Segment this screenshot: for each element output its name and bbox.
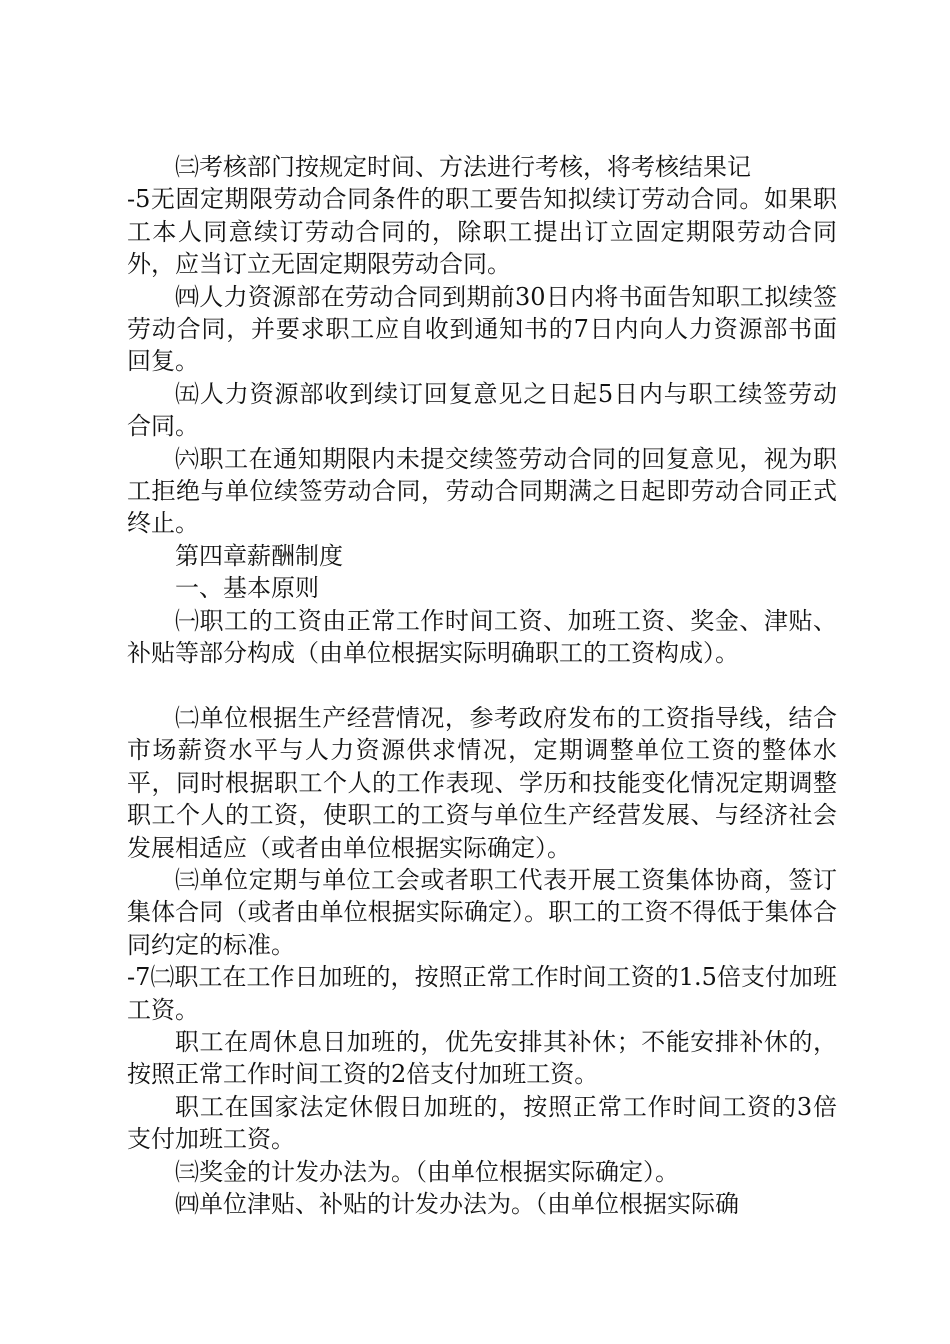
- paragraph-assessment-3: ㈢考核部门按规定时间、方法进行考核，将考核结果记: [175, 153, 751, 181]
- paragraph-no-reply-6: ㈥职工在通知期限内未提交续签劳动合同的回复意见，视为职工拒绝与单位续签劳动合同，劳动合同期满之日起即劳动合同正式终止。: [127, 444, 837, 538]
- paragraph-hr-notice-4: ㈣人力资源部在劳动合同到期前30日内将书面告知职工拟续签劳动合同，并要求职工应自收到通知书的7日内向人力资源部书面回复。: [127, 282, 837, 376]
- paragraph-renewal-notice: -5无固定期限劳动合同条件的职工要告知拟续订劳动合同。如果职工本人同意续订劳动合同的，除职工提出订立固定期限劳动合同外，应当订立无固定期限劳动合同。: [127, 185, 837, 279]
- document-body: [127, 151, 837, 1220]
- paragraph-wage-composition-1: ㈠职工的工资由正常工作时间工资、加班工资、奖金、津贴、补贴等部分构成（由单位根据实际明确职工的工资构成）。: [127, 606, 837, 668]
- paragraph-overtime-holiday: 职工在国家法定休假日加班的，按照正常工作时间工资的3倍支付加班工资。: [127, 1092, 837, 1154]
- paragraph-bonus-3: ㈢奖金的计发办法为。（由单位根据实际确定）。: [175, 1157, 679, 1186]
- paragraph-wage-adjustment-2: ㈡单位根据生产经营情况，参考政府发布的工资指导线，结合市场薪资水平与人力资源供求情况，定期调整单位工资的整体水平，同时根据职工个人的工作表现、学历和技能变化情况定期调整职工个人的工资，使职工的工资与单位生产经营发展、与经济社会发展相适应（或者由单位根据实际确定）。: [127, 703, 837, 862]
- paragraph-allowance-4: ㈣单位津贴、补贴的计发办法为。（由单位根据实际确: [175, 1189, 739, 1218]
- paragraph-overtime-weekend: 职工在周休息日加班的，优先安排其补休；不能安排补休的，按照正常工作时间工资的2倍支付加班工资。: [127, 1027, 837, 1089]
- paragraph-collective-bargaining-3: ㈢单位定期与单位工会或者职工代表开展工资集体协商，签订集体合同（或者由单位根据实际确定）。职工的工资不得低于集体合同约定的标准。: [127, 865, 837, 959]
- section-heading-principles: 一、基本原则: [175, 574, 319, 603]
- chapter-heading-salary: 第四章薪酬制度: [175, 541, 343, 570]
- paragraph-hr-renew-5: ㈤人力资源部收到续订回复意见之日起5日内与职工续签劳动合同。: [127, 379, 837, 441]
- blank-line: [127, 670, 837, 702]
- paragraph-overtime-workday: -7㈡职工在工作日加班的，按照正常工作时间工资的1.5倍支付加班工资。: [127, 963, 837, 1024]
